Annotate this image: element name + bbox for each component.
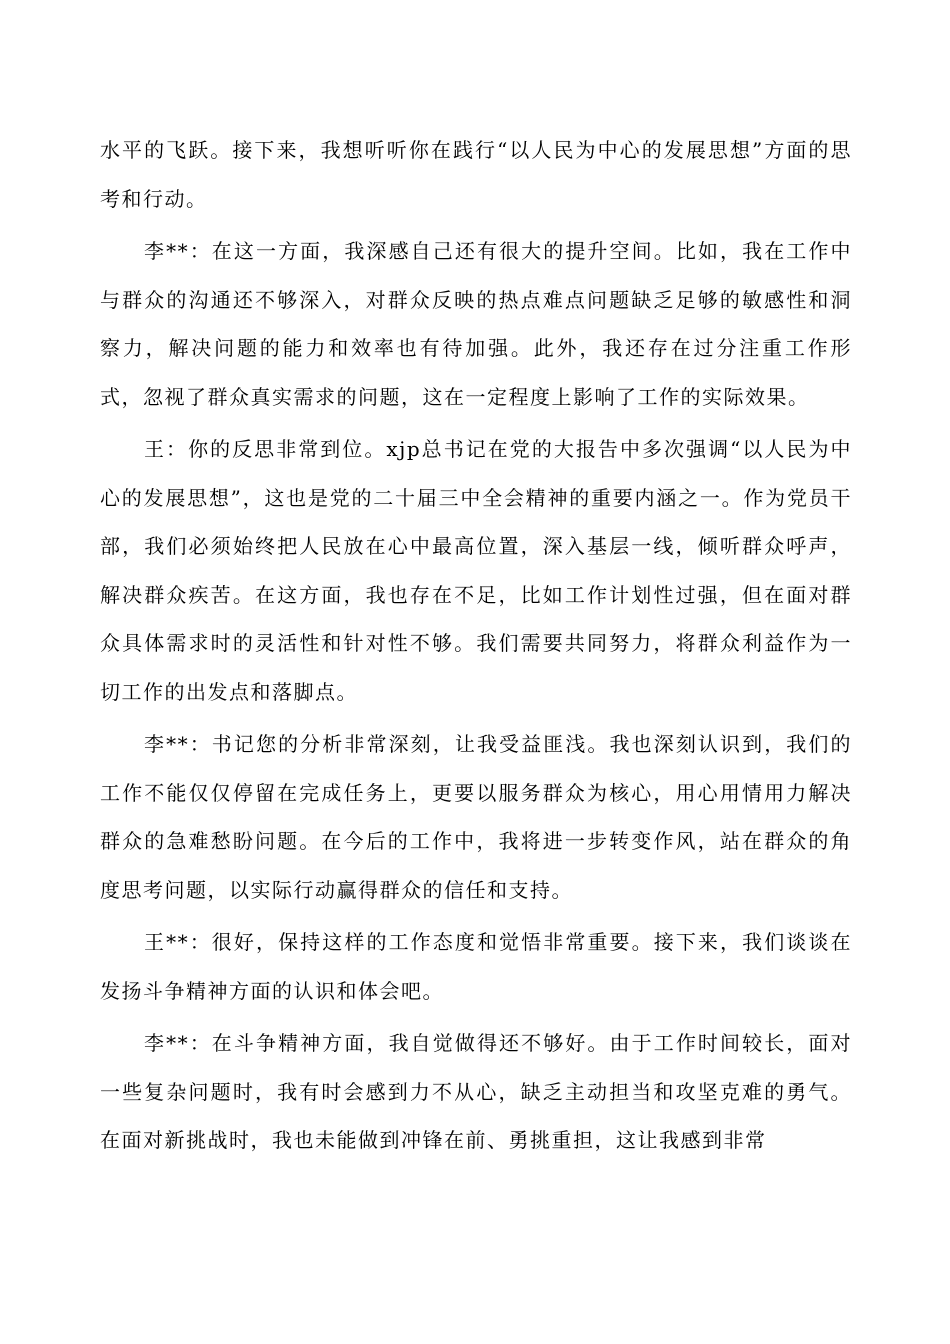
paragraph-6: 李**：在斗争精神方面，我自觉做得还不够好。由于工作时间较长，面对一些复杂问题时，我有时会感到力不从心，缺乏主动担当和攻坚克难的勇气。在面对新挑战时，我也未能做到冲锋在前、勇挑重担，这让我感到非常: [100, 1031, 852, 1152]
paragraph-5: 王**：很好，保持这样的工作态度和觉悟非常重要。接下来，我们谈谈在发扬斗争精神方面的认识和体会吧。: [100, 930, 852, 1003]
document-page: [100, 126, 852, 1169]
paragraph-2: 李**：在这一方面，我深感自己还有很大的提升空间。比如，我在工作中与群众的沟通还不够深入，对群众反映的热点难点问题缺乏足够的敏感性和洞察力，解决问题的能力和效率也有待加强。此外，我还存在过分注重工作形式，忽视了群众真实需求的问题，这在一定程度上影响了工作的实际效果。: [100, 239, 852, 409]
paragraph-3: 王：你的反思非常到位。xjp总书记在党的大报告中多次强调“以人民为中心的发展思想”，这也是党的二十届三中全会精神的重要内涵之一。作为党员干部，我们必须始终把人民放在心中最高位置，深入基层一线，倾听群众呼声，解决群众疾苦。在这方面，我也存在不足，比如工作计划性过强，但在面对群众具体需求时的灵活性和针对性不够。我们需要共同努力，将群众利益作为一切工作的出发点和落脚点。: [100, 437, 852, 704]
paragraph-4: 李**：书记您的分析非常深刻，让我受益匪浅。我也深刻认识到，我们的工作不能仅仅停留在完成任务上，更要以服务群众为核心，用心用情用力解决群众的急难愁盼问题。在今后的工作中，我将进一步转变作风，站在群众的角度思考问题，以实际行动赢得群众的信任和支持。: [100, 732, 852, 902]
paragraph-1: 水平的飞跃。接下来，我想听听你在践行“以人民为中心的发展思想”方面的思考和行动。: [100, 138, 852, 211]
